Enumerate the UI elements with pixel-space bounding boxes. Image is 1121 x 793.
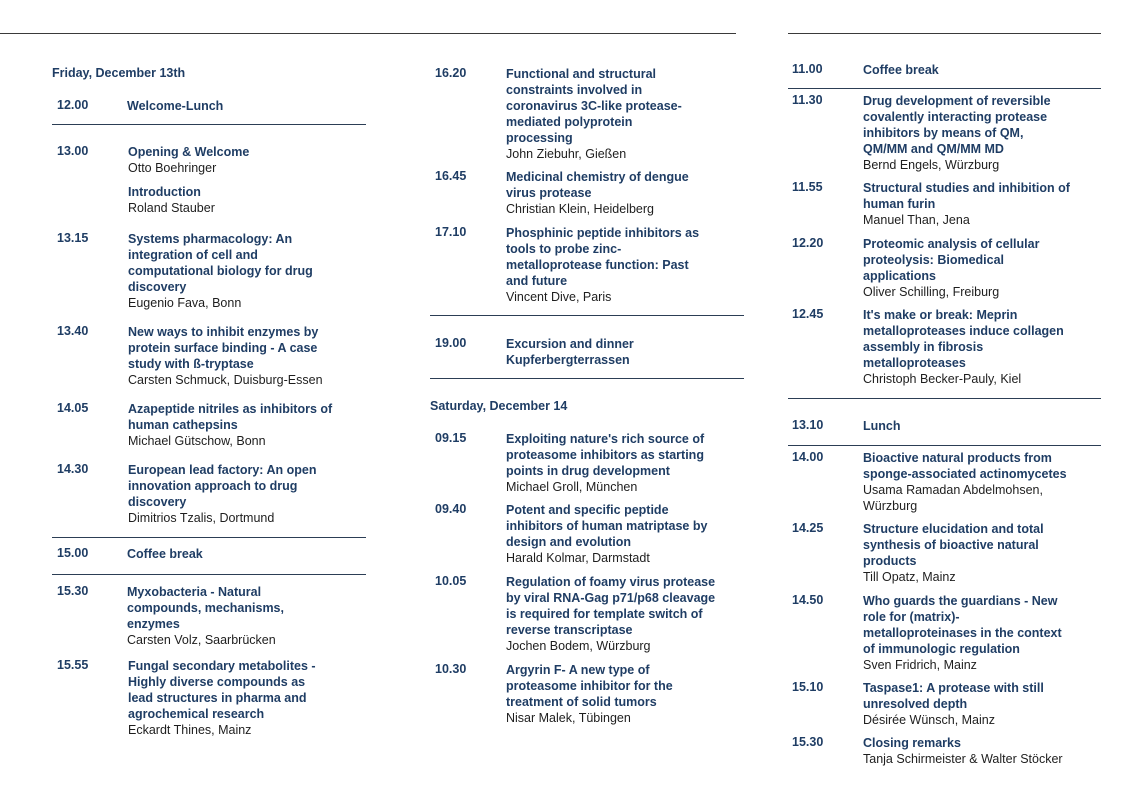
event-title: Coffee break (127, 547, 203, 561)
event-speaker: Bernd Engels, Würzburg (863, 158, 1000, 172)
event-title: Closing remarks (863, 736, 961, 750)
event-speaker: Christoph Becker-Pauly, Kiel (863, 372, 1022, 386)
event-time: 11.55 (792, 180, 823, 194)
event-title: New ways to inhibit enzymes by protein surface binding - A case study with ß-tryptase (128, 325, 319, 371)
event-title: Potent and specific peptide inhibitors of human matriptase by design and evolution (506, 503, 708, 549)
event-time: 11.00 (792, 62, 823, 76)
event-title: Myxobacteria - Natural compounds, mechanisms, enzymes (127, 585, 284, 631)
event-time: 13.40 (57, 324, 89, 338)
divider (430, 315, 744, 316)
event-title: Proteomic analysis of cellular proteolysis: Biomedical applications (863, 237, 1040, 283)
event-time: 13.00 (57, 144, 89, 158)
event-speaker: Till Opatz, Mainz (863, 570, 956, 584)
event-speaker: Nisar Malek, Tübingen (506, 711, 631, 725)
event-title: Introduction (128, 185, 201, 199)
event-title: Azapeptide nitriles as inhibitors of human cathepsins (128, 402, 333, 432)
event-time: 12.45 (792, 307, 824, 321)
event-time: 13.10 (792, 418, 824, 432)
divider (52, 537, 366, 538)
event-time: 14.50 (792, 593, 824, 607)
event-title: Structure elucidation and total synthesis of bioactive natural products (863, 522, 1044, 568)
event-speaker: Carsten Schmuck, Duisburg-Essen (128, 373, 323, 387)
top-divider-right (788, 33, 1101, 34)
divider (430, 378, 744, 379)
event-speaker: Tanja Schirmeister & Walter Stöcker (863, 752, 1063, 766)
event-speaker: Carsten Volz, Saarbrücken (127, 633, 276, 647)
event-title: Fungal secondary metabolites - Highly diverse compounds as lead structures in pharma and agrochemical research (128, 659, 316, 721)
event-time: 12.00 (57, 98, 89, 112)
event-time: 10.30 (435, 662, 467, 676)
event-time: 15.10 (792, 680, 824, 694)
event-title: Coffee break (863, 63, 939, 77)
event-time: 15.00 (57, 546, 89, 560)
event-speaker: John Ziebuhr, Gießen (506, 147, 627, 161)
event-title: Lunch (863, 419, 901, 433)
event-title: Functional and structural constraints involved in coronavirus 3C-like protease-mediated polyprotein processing (506, 67, 682, 145)
event-time: 09.15 (435, 431, 467, 445)
event-speaker: Oliver Schilling, Freiburg (863, 285, 1000, 299)
event-speaker: Christian Klein, Heidelberg (506, 202, 654, 216)
event-time: 17.10 (435, 225, 467, 239)
day-heading-saturday: Saturday, December 14 (430, 399, 568, 413)
event-speaker: Michael Groll, München (506, 480, 638, 494)
event-time: 12.20 (792, 236, 824, 250)
event-time: 14.05 (57, 401, 89, 415)
event-speaker: Roland Stauber (128, 201, 215, 215)
event-title: European lead factory: An open innovation approach to drug discovery (128, 463, 317, 509)
top-divider-left (0, 33, 736, 34)
event-title: Structural studies and inhibition of human furin (863, 181, 1070, 211)
event-title: Excursion and dinner Kupferbergterrassen (506, 337, 634, 367)
event-speaker: Eugenio Fava, Bonn (128, 296, 242, 310)
event-time: 14.00 (792, 450, 824, 464)
divider (52, 574, 366, 575)
event-title: Argyrin F- A new type of proteasome inhibitor for the treatment of solid tumors (506, 663, 673, 709)
event-speaker: Vincent Dive, Paris (506, 290, 612, 304)
event-time: 16.45 (435, 169, 467, 183)
event-title: Who guards the guardians - New role for (matrix)-metalloproteinases in the context of immunologic regulation (863, 594, 1062, 656)
event-time: 14.25 (792, 521, 824, 535)
divider (52, 124, 366, 125)
day-heading-friday: Friday, December 13th (52, 66, 186, 80)
event-title: Medicinal chemistry of dengue virus protease (506, 170, 689, 200)
event-time: 19.00 (435, 336, 467, 350)
event-speaker: Usama Ramadan Abdelmohsen, Würzburg (863, 483, 1043, 513)
event-title: Systems pharmacology: An integration of cell and computational biology for drug discovery (128, 232, 313, 294)
event-time: 15.30 (792, 735, 824, 749)
event-title: It's make or break: Meprin metalloproteases induce collagen assembly in fibrosis metalloproteases (863, 308, 1064, 370)
event-time: 15.55 (57, 658, 89, 672)
event-speaker: Otto Boehringer (128, 161, 217, 175)
event-time: 11.30 (792, 93, 823, 107)
event-title: Phosphinic peptide inhibitors as tools to probe zinc-metalloprotease function: Past and future (506, 226, 700, 288)
event-time: 09.40 (435, 502, 467, 516)
event-speaker: Michael Gütschow, Bonn (128, 434, 266, 448)
event-title: Opening & Welcome (128, 145, 250, 159)
event-speaker: Eckardt Thines, Mainz (128, 723, 252, 737)
event-title: Bioactive natural products from sponge-associated actinomycetes (863, 451, 1067, 481)
divider (788, 88, 1101, 89)
event-title: Drug development of reversible covalently interacting protease inhibitors by means of QM, QM/MM and QM/MM MD (863, 94, 1051, 156)
divider (788, 398, 1101, 399)
event-speaker: Harald Kolmar, Darmstadt (506, 551, 650, 565)
event-speaker: Dimitrios Tzalis, Dortmund (128, 511, 275, 525)
event-time: 16.20 (435, 66, 467, 80)
event-time: 13.15 (57, 231, 89, 245)
event-title: Welcome-Lunch (127, 99, 224, 113)
event-speaker: Désirée Wünsch, Mainz (863, 713, 995, 727)
event-speaker: Manuel Than, Jena (863, 213, 970, 227)
event-speaker: Jochen Bodem, Würzburg (506, 639, 651, 653)
event-speaker: Sven Fridrich, Mainz (863, 658, 977, 672)
event-time: 14.30 (57, 462, 89, 476)
event-time: 10.05 (435, 574, 467, 588)
divider (788, 445, 1101, 446)
event-time: 15.30 (57, 584, 89, 598)
event-title: Exploiting nature's rich source of proteasome inhibitors as starting points in drug development (506, 432, 705, 478)
event-title: Taspase1: A protease with still unresolved depth (863, 681, 1044, 711)
event-title: Regulation of foamy virus protease by viral RNA-Gag p71/p68 cleavage is required for template switch of reverse transcriptase (506, 575, 716, 637)
